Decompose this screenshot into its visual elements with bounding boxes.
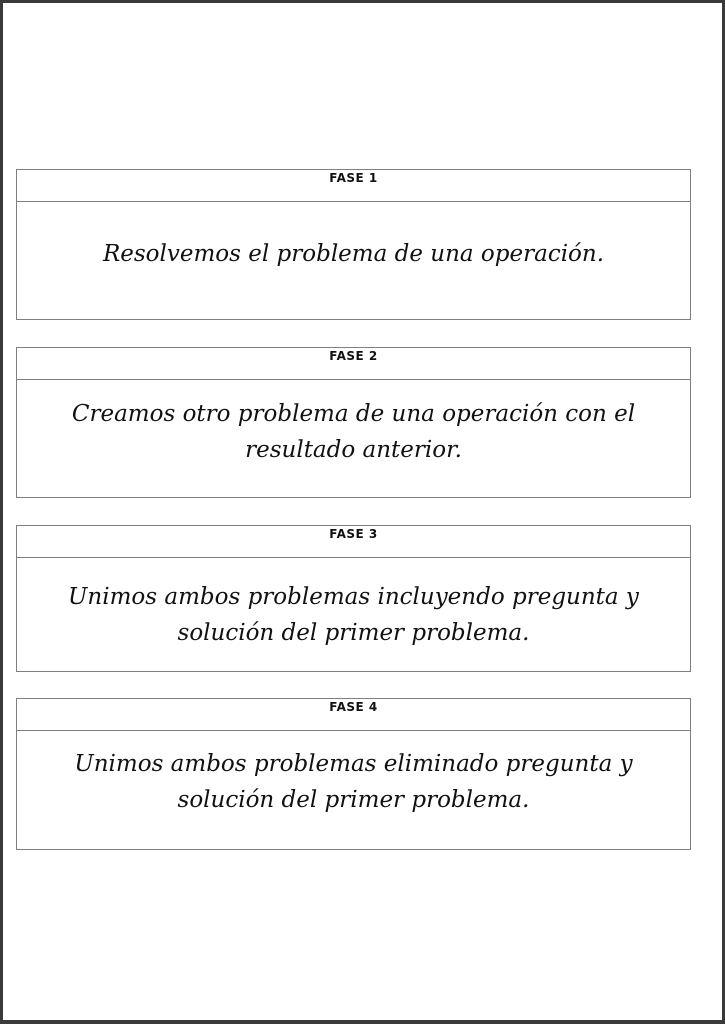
phase-box-1 — [16, 169, 691, 320]
phase-title: FASE 2 — [17, 348, 690, 380]
phase-description: Resolvemos el problema de una operación. — [102, 240, 605, 267]
phase-box-3 — [16, 525, 691, 672]
document-page — [3, 3, 722, 1020]
phase-description: Unimos ambos problemas incluyendo pregunta y solución del primer problema. — [68, 583, 639, 646]
phase-box-2 — [16, 347, 691, 498]
phase-title: FASE 3 — [17, 526, 690, 558]
phase-title: FASE 4 — [17, 699, 690, 731]
phase-title: FASE 1 — [17, 170, 690, 202]
phase-description: Unimos ambos problemas eliminado pregunta y solución del primer problema. — [74, 751, 633, 813]
phase-box-4 — [16, 698, 691, 850]
phase-description: Creamos otro problema de una operación con el resultado anterior. — [71, 400, 636, 463]
